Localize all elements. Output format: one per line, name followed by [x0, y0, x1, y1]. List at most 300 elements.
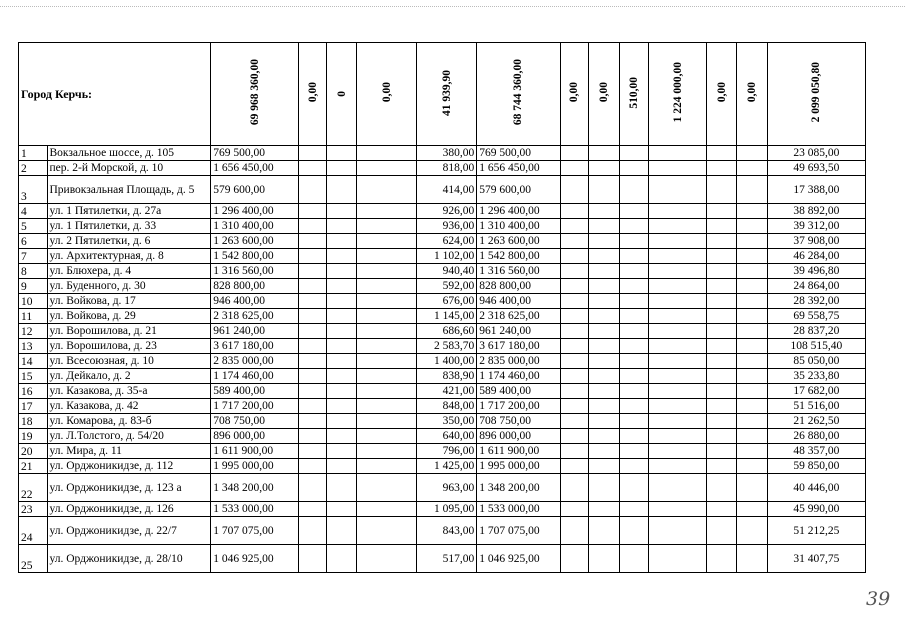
- empty-cell: [707, 204, 737, 219]
- empty-cell: [619, 369, 649, 384]
- total-cell: 0,00: [745, 82, 758, 103]
- empty-cell: [707, 294, 737, 309]
- empty-cell: [560, 161, 589, 176]
- empty-cell: [356, 161, 416, 176]
- empty-cell: [589, 294, 620, 309]
- empty-cell: [589, 517, 620, 545]
- empty-cell: [707, 429, 737, 444]
- empty-cell: [356, 354, 416, 369]
- empty-cell: [737, 161, 768, 176]
- amount-cell: 1 542 800,00: [211, 249, 299, 264]
- empty-cell: [356, 264, 416, 279]
- empty-cell: [707, 399, 737, 414]
- amount-cell: 896 000,00: [477, 429, 560, 444]
- empty-cell: [589, 309, 620, 324]
- empty-cell: [619, 234, 649, 249]
- area-cell: 640,00: [417, 429, 477, 444]
- row-number-cell: 25: [19, 545, 48, 573]
- address-cell: ул. Всесоюзная, д. 10: [47, 354, 211, 369]
- address-cell: Привокзальная Площадь, д. 5: [47, 176, 211, 204]
- area-cell: 592,00: [417, 279, 477, 294]
- area-cell: 1 095,00: [417, 502, 477, 517]
- empty-cell: [737, 502, 768, 517]
- empty-cell: [619, 146, 649, 161]
- table-row: [19, 384, 866, 399]
- total-cell: 68 744 360,00: [512, 59, 525, 126]
- row-number-cell: 20: [19, 444, 48, 459]
- table-row: [19, 339, 866, 354]
- empty-cell: [707, 444, 737, 459]
- empty-cell: [649, 399, 707, 414]
- amount-cell: 2 318 625,00: [477, 309, 560, 324]
- empty-cell: [649, 384, 707, 399]
- empty-cell: [737, 444, 768, 459]
- empty-cell: [298, 146, 327, 161]
- empty-cell: [327, 339, 357, 354]
- amount-cell: 579 600,00: [477, 176, 560, 204]
- empty-cell: [327, 249, 357, 264]
- empty-cell: [737, 219, 768, 234]
- empty-cell: [589, 219, 620, 234]
- empty-cell: [327, 309, 357, 324]
- area-cell: 843,00: [417, 517, 477, 545]
- empty-cell: [707, 249, 737, 264]
- amount-cell: 1 348 200,00: [211, 474, 299, 502]
- empty-cell: [619, 459, 649, 474]
- amount-cell: 1 348 200,00: [477, 474, 560, 502]
- register-table: [18, 42, 866, 573]
- empty-cell: [737, 249, 768, 264]
- payment-cell: 21 262,50: [767, 414, 865, 429]
- total-cell: 1 224 000,00: [671, 62, 684, 123]
- total-cell: 2 099 050,80: [810, 62, 823, 123]
- empty-cell: [649, 474, 707, 502]
- empty-cell: [707, 264, 737, 279]
- amount-cell: 3 617 180,00: [211, 339, 299, 354]
- empty-cell: [589, 399, 620, 414]
- amount-cell: 1 542 800,00: [477, 249, 560, 264]
- empty-cell: [619, 324, 649, 339]
- amount-cell: 1 717 200,00: [211, 399, 299, 414]
- payment-cell: 37 908,00: [767, 234, 865, 249]
- row-number-cell: 5: [19, 219, 48, 234]
- empty-cell: [707, 339, 737, 354]
- empty-cell: [649, 545, 707, 573]
- row-number-cell: 24: [19, 517, 48, 545]
- area-cell: 796,00: [417, 444, 477, 459]
- amount-cell: 896 000,00: [211, 429, 299, 444]
- empty-cell: [589, 324, 620, 339]
- payment-cell: 69 558,75: [767, 309, 865, 324]
- empty-cell: [298, 204, 327, 219]
- empty-cell: [327, 429, 357, 444]
- area-cell: 1 425,00: [417, 459, 477, 474]
- empty-cell: [589, 176, 620, 204]
- empty-cell: [356, 502, 416, 517]
- empty-cell: [649, 459, 707, 474]
- total-cell: 0,00: [568, 82, 581, 103]
- row-number-cell: 6: [19, 234, 48, 249]
- address-cell: ул. 2 Пятилетки, д. 6: [47, 234, 211, 249]
- empty-cell: [619, 429, 649, 444]
- table-row: [19, 161, 866, 176]
- table-row: [19, 309, 866, 324]
- empty-cell: [560, 414, 589, 429]
- table-row: [19, 146, 866, 161]
- table-row: [19, 324, 866, 339]
- empty-cell: [560, 502, 589, 517]
- area-cell: 414,00: [417, 176, 477, 204]
- amount-cell: 1 296 400,00: [211, 204, 299, 219]
- address-cell: ул. Казакова, д. 35-а: [47, 384, 211, 399]
- empty-cell: [356, 219, 416, 234]
- table-row: [19, 219, 866, 234]
- payment-cell: 45 990,00: [767, 502, 865, 517]
- empty-cell: [560, 545, 589, 573]
- empty-cell: [649, 161, 707, 176]
- empty-cell: [737, 399, 768, 414]
- empty-cell: [707, 517, 737, 545]
- address-cell: ул. Дейкало, д. 2: [47, 369, 211, 384]
- empty-cell: [356, 545, 416, 573]
- amount-cell: 2 318 625,00: [211, 309, 299, 324]
- empty-cell: [737, 414, 768, 429]
- empty-cell: [649, 324, 707, 339]
- empty-cell: [737, 264, 768, 279]
- empty-cell: [298, 249, 327, 264]
- amount-cell: 828 800,00: [477, 279, 560, 294]
- empty-cell: [619, 502, 649, 517]
- address-cell: ул. Блюхера, д. 4: [47, 264, 211, 279]
- empty-cell: [356, 384, 416, 399]
- empty-cell: [737, 354, 768, 369]
- amount-cell: 1 611 900,00: [477, 444, 560, 459]
- amount-cell: 946 400,00: [477, 294, 560, 309]
- empty-cell: [560, 399, 589, 414]
- empty-cell: [560, 459, 589, 474]
- row-number-cell: 2: [19, 161, 48, 176]
- address-cell: ул. Казакова, д. 42: [47, 399, 211, 414]
- empty-cell: [649, 369, 707, 384]
- payment-cell: 24 864,00: [767, 279, 865, 294]
- area-cell: 380,00: [417, 146, 477, 161]
- empty-cell: [560, 444, 589, 459]
- table-row: [19, 294, 866, 309]
- empty-cell: [737, 146, 768, 161]
- row-number-cell: 16: [19, 384, 48, 399]
- empty-cell: [649, 309, 707, 324]
- total-cell: 41 939,90: [440, 69, 453, 116]
- empty-cell: [649, 249, 707, 264]
- row-number-cell: 10: [19, 294, 48, 309]
- row-number-cell: 8: [19, 264, 48, 279]
- address-cell: ул. Орджоникидзе, д. 112: [47, 459, 211, 474]
- address-cell: ул. Орджоникидзе, д. 28/10: [47, 545, 211, 573]
- amount-cell: 579 600,00: [211, 176, 299, 204]
- payment-cell: 39 312,00: [767, 219, 865, 234]
- empty-cell: [589, 414, 620, 429]
- empty-cell: [356, 324, 416, 339]
- amount-cell: 2 835 000,00: [477, 354, 560, 369]
- amount-cell: 3 617 180,00: [477, 339, 560, 354]
- amount-cell: 1 533 000,00: [477, 502, 560, 517]
- empty-cell: [619, 444, 649, 459]
- address-cell: ул. 1 Пятилетки, д. 33: [47, 219, 211, 234]
- empty-cell: [298, 339, 327, 354]
- row-number-cell: 1: [19, 146, 48, 161]
- empty-cell: [560, 474, 589, 502]
- empty-cell: [707, 502, 737, 517]
- empty-cell: [327, 279, 357, 294]
- empty-cell: [589, 384, 620, 399]
- table-row: [19, 414, 866, 429]
- empty-cell: [327, 474, 357, 502]
- empty-cell: [737, 279, 768, 294]
- empty-cell: [619, 399, 649, 414]
- amount-cell: 769 500,00: [211, 146, 299, 161]
- empty-cell: [619, 294, 649, 309]
- empty-cell: [356, 459, 416, 474]
- payment-cell: 40 446,00: [767, 474, 865, 502]
- empty-cell: [356, 279, 416, 294]
- empty-cell: [356, 249, 416, 264]
- payment-cell: 35 233,80: [767, 369, 865, 384]
- payment-cell: 31 407,75: [767, 545, 865, 573]
- amount-cell: 828 800,00: [211, 279, 299, 294]
- amount-cell: 1 707 075,00: [477, 517, 560, 545]
- empty-cell: [560, 294, 589, 309]
- empty-cell: [619, 161, 649, 176]
- empty-cell: [560, 234, 589, 249]
- empty-cell: [737, 369, 768, 384]
- empty-cell: [298, 369, 327, 384]
- amount-cell: 961 240,00: [477, 324, 560, 339]
- empty-cell: [298, 219, 327, 234]
- address-cell: Вокзальное шоссе, д. 105: [47, 146, 211, 161]
- empty-cell: [707, 414, 737, 429]
- empty-cell: [560, 429, 589, 444]
- area-cell: 1 145,00: [417, 309, 477, 324]
- empty-cell: [589, 264, 620, 279]
- row-number-cell: 18: [19, 414, 48, 429]
- empty-cell: [327, 264, 357, 279]
- empty-cell: [356, 309, 416, 324]
- empty-cell: [619, 354, 649, 369]
- empty-cell: [737, 545, 768, 573]
- empty-cell: [298, 354, 327, 369]
- row-number-cell: 19: [19, 429, 48, 444]
- empty-cell: [356, 369, 416, 384]
- empty-cell: [649, 517, 707, 545]
- empty-cell: [619, 279, 649, 294]
- amount-cell: 1 316 560,00: [477, 264, 560, 279]
- amount-cell: 961 240,00: [211, 324, 299, 339]
- amount-cell: 1 656 450,00: [477, 161, 560, 176]
- empty-cell: [649, 264, 707, 279]
- amount-cell: 1 995 000,00: [211, 459, 299, 474]
- row-number-cell: 3: [19, 176, 48, 204]
- amount-cell: 1 316 560,00: [211, 264, 299, 279]
- empty-cell: [649, 502, 707, 517]
- table-row: [19, 369, 866, 384]
- address-cell: ул. Ворошилова, д. 21: [47, 324, 211, 339]
- row-number-cell: 11: [19, 309, 48, 324]
- amount-cell: 1 656 450,00: [211, 161, 299, 176]
- empty-cell: [589, 279, 620, 294]
- empty-cell: [649, 444, 707, 459]
- empty-cell: [737, 474, 768, 502]
- empty-cell: [560, 146, 589, 161]
- empty-cell: [649, 219, 707, 234]
- empty-cell: [298, 309, 327, 324]
- payment-cell: 48 357,00: [767, 444, 865, 459]
- empty-cell: [649, 204, 707, 219]
- empty-cell: [619, 204, 649, 219]
- city-label: Город Керчь:: [19, 43, 211, 146]
- address-cell: ул. Войкова, д. 17: [47, 294, 211, 309]
- empty-cell: [327, 384, 357, 399]
- payment-cell: 38 892,00: [767, 204, 865, 219]
- amount-cell: 1 611 900,00: [211, 444, 299, 459]
- empty-cell: [327, 204, 357, 219]
- empty-cell: [356, 474, 416, 502]
- empty-cell: [589, 339, 620, 354]
- empty-cell: [589, 204, 620, 219]
- table-row: [19, 399, 866, 414]
- payment-cell: 59 850,00: [767, 459, 865, 474]
- table-row: [19, 279, 866, 294]
- payment-cell: 28 392,00: [767, 294, 865, 309]
- total-cell: 0,00: [306, 82, 319, 103]
- payment-cell: 85 050,00: [767, 354, 865, 369]
- empty-cell: [649, 414, 707, 429]
- empty-cell: [589, 459, 620, 474]
- payment-cell: 17 682,00: [767, 384, 865, 399]
- amount-cell: 1 707 075,00: [211, 517, 299, 545]
- empty-cell: [560, 369, 589, 384]
- row-number-cell: 21: [19, 459, 48, 474]
- empty-cell: [356, 294, 416, 309]
- area-cell: 940,40: [417, 264, 477, 279]
- empty-cell: [737, 339, 768, 354]
- row-number-cell: 7: [19, 249, 48, 264]
- amount-cell: 1 263 600,00: [477, 234, 560, 249]
- payment-cell: 17 388,00: [767, 176, 865, 204]
- total-cell: 0,00: [598, 82, 611, 103]
- empty-cell: [298, 459, 327, 474]
- area-cell: 676,00: [417, 294, 477, 309]
- table-row: [19, 249, 866, 264]
- empty-cell: [619, 474, 649, 502]
- total-cell: 0: [335, 91, 348, 97]
- empty-cell: [707, 161, 737, 176]
- amount-cell: 1 995 000,00: [477, 459, 560, 474]
- area-cell: 1 102,00: [417, 249, 477, 264]
- empty-cell: [737, 517, 768, 545]
- empty-cell: [737, 204, 768, 219]
- empty-cell: [589, 234, 620, 249]
- empty-cell: [737, 459, 768, 474]
- amount-cell: 1 310 400,00: [211, 219, 299, 234]
- amount-cell: 1 717 200,00: [477, 399, 560, 414]
- amount-cell: 708 750,00: [477, 414, 560, 429]
- address-cell: ул. Орджоникидзе, д. 123 а: [47, 474, 211, 502]
- amount-cell: 1 296 400,00: [477, 204, 560, 219]
- area-cell: 963,00: [417, 474, 477, 502]
- empty-cell: [649, 176, 707, 204]
- payment-cell: 39 496,80: [767, 264, 865, 279]
- empty-cell: [589, 545, 620, 573]
- empty-cell: [707, 234, 737, 249]
- empty-cell: [737, 176, 768, 204]
- empty-cell: [737, 324, 768, 339]
- empty-cell: [298, 517, 327, 545]
- address-cell: ул. Буденного, д. 30: [47, 279, 211, 294]
- empty-cell: [327, 234, 357, 249]
- empty-cell: [649, 339, 707, 354]
- area-cell: 848,00: [417, 399, 477, 414]
- empty-cell: [619, 339, 649, 354]
- empty-cell: [327, 459, 357, 474]
- address-cell: ул. Архитектурная, д. 8: [47, 249, 211, 264]
- empty-cell: [560, 309, 589, 324]
- amount-cell: 769 500,00: [477, 146, 560, 161]
- empty-cell: [589, 474, 620, 502]
- empty-cell: [707, 279, 737, 294]
- address-cell: ул. Войкова, д. 29: [47, 309, 211, 324]
- table-row: [19, 204, 866, 219]
- empty-cell: [619, 309, 649, 324]
- address-cell: ул. Орджоникидзе, д. 22/7: [47, 517, 211, 545]
- address-cell: ул. Комарова, д. 83-б: [47, 414, 211, 429]
- payment-cell: 46 284,00: [767, 249, 865, 264]
- empty-cell: [619, 264, 649, 279]
- total-cell: 0,00: [715, 82, 728, 103]
- empty-cell: [356, 399, 416, 414]
- empty-cell: [619, 176, 649, 204]
- empty-cell: [298, 234, 327, 249]
- empty-cell: [649, 279, 707, 294]
- empty-cell: [298, 324, 327, 339]
- empty-cell: [356, 176, 416, 204]
- amount-cell: 589 400,00: [477, 384, 560, 399]
- empty-cell: [589, 161, 620, 176]
- empty-cell: [737, 384, 768, 399]
- empty-cell: [560, 264, 589, 279]
- empty-cell: [707, 219, 737, 234]
- total-cell: 0,00: [380, 82, 393, 103]
- empty-cell: [327, 161, 357, 176]
- empty-cell: [298, 414, 327, 429]
- area-cell: 350,00: [417, 414, 477, 429]
- empty-cell: [707, 459, 737, 474]
- row-number-cell: 15: [19, 369, 48, 384]
- row-number-cell: 4: [19, 204, 48, 219]
- total-cell: 510,00: [628, 76, 641, 109]
- scan-edge-line: [0, 6, 905, 7]
- table-row: [19, 354, 866, 369]
- area-cell: 936,00: [417, 219, 477, 234]
- amount-cell: 1 310 400,00: [477, 219, 560, 234]
- empty-cell: [327, 517, 357, 545]
- empty-cell: [619, 384, 649, 399]
- empty-cell: [327, 399, 357, 414]
- row-number-cell: 12: [19, 324, 48, 339]
- total-cell: 69 968 360,00: [248, 59, 261, 126]
- empty-cell: [298, 279, 327, 294]
- address-cell: ул. Ворошилова, д. 23: [47, 339, 211, 354]
- empty-cell: [619, 249, 649, 264]
